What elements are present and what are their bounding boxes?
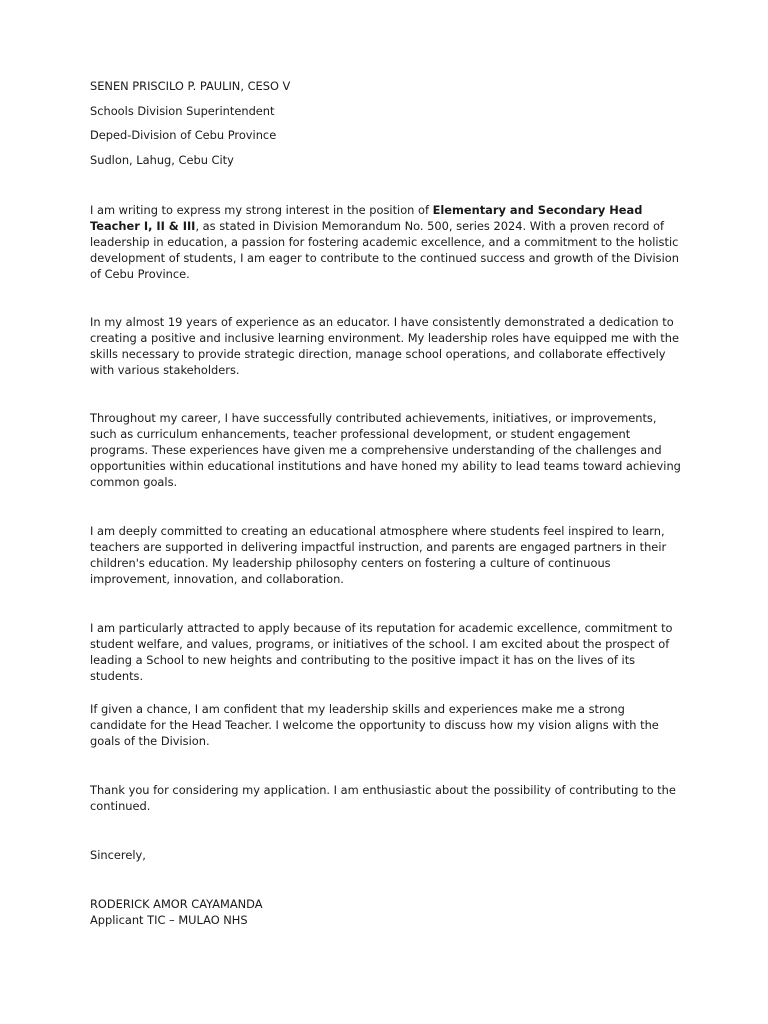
paragraph-1 <box>90 202 682 282</box>
paragraph-1-intro: I am writing to express my strong interest in the position of <box>90 203 433 217</box>
signer-name: RODERICK AMOR CAYAMANDA <box>90 897 263 911</box>
recipient-name: SENEN PRISCILO P. PAULIN, CESO V <box>90 79 291 93</box>
position-title: Elementary and Secondary Head Teacher I, II & III <box>90 203 643 233</box>
recipient-address: Sudlon, Lahug, Cebu City <box>90 153 234 167</box>
paragraph-4: I am deeply committed to creating an educational atmosphere where students feel inspired to learn, teachers are supported in delivering impactful instruction, and parents are engaged partners in their children's education. My leadership philosophy centers on fostering a culture of continuous improvement, innovation, and collaboration. <box>90 524 667 586</box>
recipient-title: Schools Division Superintendent <box>90 104 275 118</box>
recipient-office: Deped-Division of Cebu Province <box>90 128 277 142</box>
paragraph-6: If given a chance, I am confident that my leadership skills and experiences make me a strong candidate for the Head Teacher. I welcome the opportunity to discuss how my vision aligns with the goals of the Division. <box>90 702 659 748</box>
paragraph-3: Throughout my career, I have successfully contributed achievements, initiatives, or improvements, such as curriculum enhancements, teacher professional development, or student engagement programs. These experiences have given me a comprehensive understanding of the challenges and opportunities within educational institutions and have honed my ability to lead teams toward achieving common goals. <box>90 411 681 489</box>
paragraph-5: I am particularly attracted to apply because of its reputation for academic excellence, commitment to student welfare, and values, programs, or initiatives of the school. I am excited about the prospect of leading a School to new heights and contributing to the positive impact it has on the lives of its students. <box>90 621 673 683</box>
paragraph-7: Thank you for considering my application. I am enthusiastic about the possibility of contributing to the continued. <box>90 783 676 813</box>
signer-title: Applicant TIC – MULAO NHS <box>90 913 248 927</box>
paragraph-1-rest: , as stated in Division Memorandum No. 500, series 2024. With a proven record of leadership in education, a passion for fostering academic excellence, and a commitment to the holistic development of students, I am eager to contribute to the continued success and growth of the Division of Cebu Province. <box>90 219 679 281</box>
paragraph-2: In my almost 19 years of experience as an educator. I have consistently demonstrated a dedication to creating a positive and inclusive learning environment. My leadership roles have equipped me with the skills necessary to provide strategic direction, manage school operations, and collaborate effectively with various stakeholders. <box>90 315 679 377</box>
closing-salutation: Sincerely, <box>90 848 146 862</box>
